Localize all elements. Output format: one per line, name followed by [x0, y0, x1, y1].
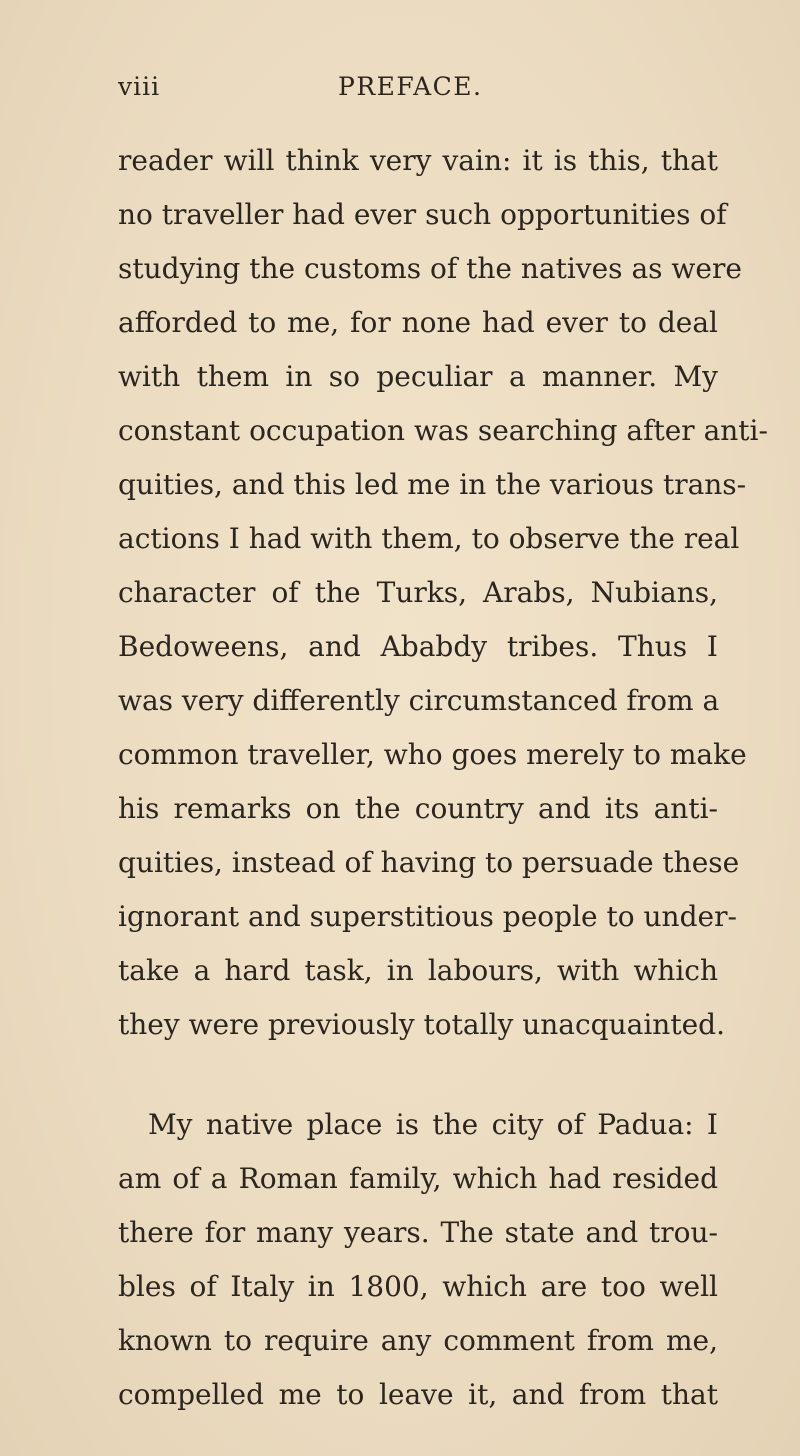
- body-text: [118, 134, 768, 1422]
- text-line: character of the Turks, Arabs, Nubians,: [118, 576, 718, 609]
- text-line: common traveller, who goes merely to make: [118, 738, 747, 771]
- page-header: [118, 72, 718, 112]
- text-line: quities, instead of having to persuade these: [118, 846, 740, 879]
- text-line: ignorant and superstitious people to under-: [118, 900, 737, 933]
- text-line: take a hard task, in labours, with which: [118, 954, 718, 987]
- paragraph-gap: [118, 1052, 718, 1098]
- paragraph-1: [118, 134, 768, 1052]
- text-line: quities, and this led me in the various trans-: [118, 468, 747, 501]
- text-line: Bedoweens, and Ababdy tribes. Thus I: [118, 630, 718, 663]
- text-line: with them in so peculiar a manner. My: [118, 360, 718, 393]
- text-line: am of a Roman family, which had resided: [118, 1162, 718, 1195]
- text-line: studying the customs of the natives as were: [118, 252, 742, 285]
- text-line: constant occupation was searching after anti-: [118, 414, 768, 447]
- text-line: known to require any comment from me,: [118, 1324, 718, 1357]
- text-line: afforded to me, for none had ever to deal: [118, 306, 718, 339]
- text-line: they were previously totally unacquainted.: [118, 1008, 725, 1041]
- text-line: compelled me to leave it, and from that: [118, 1378, 718, 1411]
- page-number: viii: [118, 72, 161, 101]
- text-line: My native place is the city of Padua: I: [148, 1108, 718, 1141]
- text-line: bles of Italy in 1800, which are too well: [118, 1270, 718, 1303]
- text-line: reader will think very vain: it is this, that: [118, 144, 718, 177]
- text-line: his remarks on the country and its anti-: [118, 792, 718, 825]
- paragraph-2: [118, 1098, 718, 1422]
- text-line: actions I had with them, to observe the real: [118, 522, 740, 555]
- running-head: PREFACE.: [338, 72, 483, 101]
- text-line: was very differently circumstanced from a: [118, 684, 720, 717]
- text-line: no traveller had ever such opportunities of: [118, 198, 727, 231]
- text-line: there for many years. The state and trou-: [118, 1216, 718, 1249]
